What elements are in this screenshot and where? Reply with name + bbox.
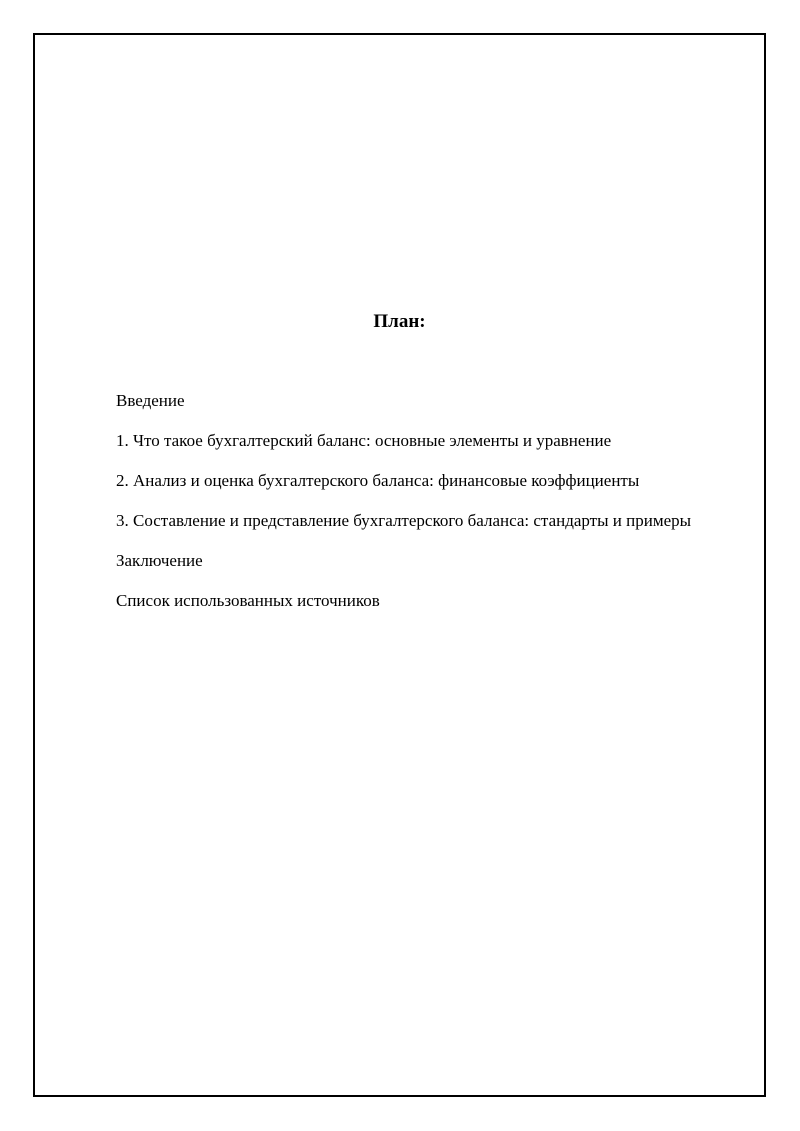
toc-item-chapter-3: 3. Составление и представление бухгалтерского баланса: стандарты и примеры <box>116 511 692 530</box>
toc-item-chapter-2: 2. Анализ и оценка бухгалтерского баланса: финансовые коэффициенты <box>116 471 640 490</box>
toc-item-conclusion: Заключение <box>116 551 203 570</box>
table-of-contents <box>116 385 716 625</box>
toc-item-references: Список использованных источников <box>116 591 380 610</box>
toc-item-chapter-1: 1. Что такое бухгалтерский баланс: основные элементы и уравнение <box>116 431 612 450</box>
toc-item-introduction: Введение <box>116 391 185 410</box>
page-border <box>33 33 766 1097</box>
page-title: План: <box>373 311 426 332</box>
